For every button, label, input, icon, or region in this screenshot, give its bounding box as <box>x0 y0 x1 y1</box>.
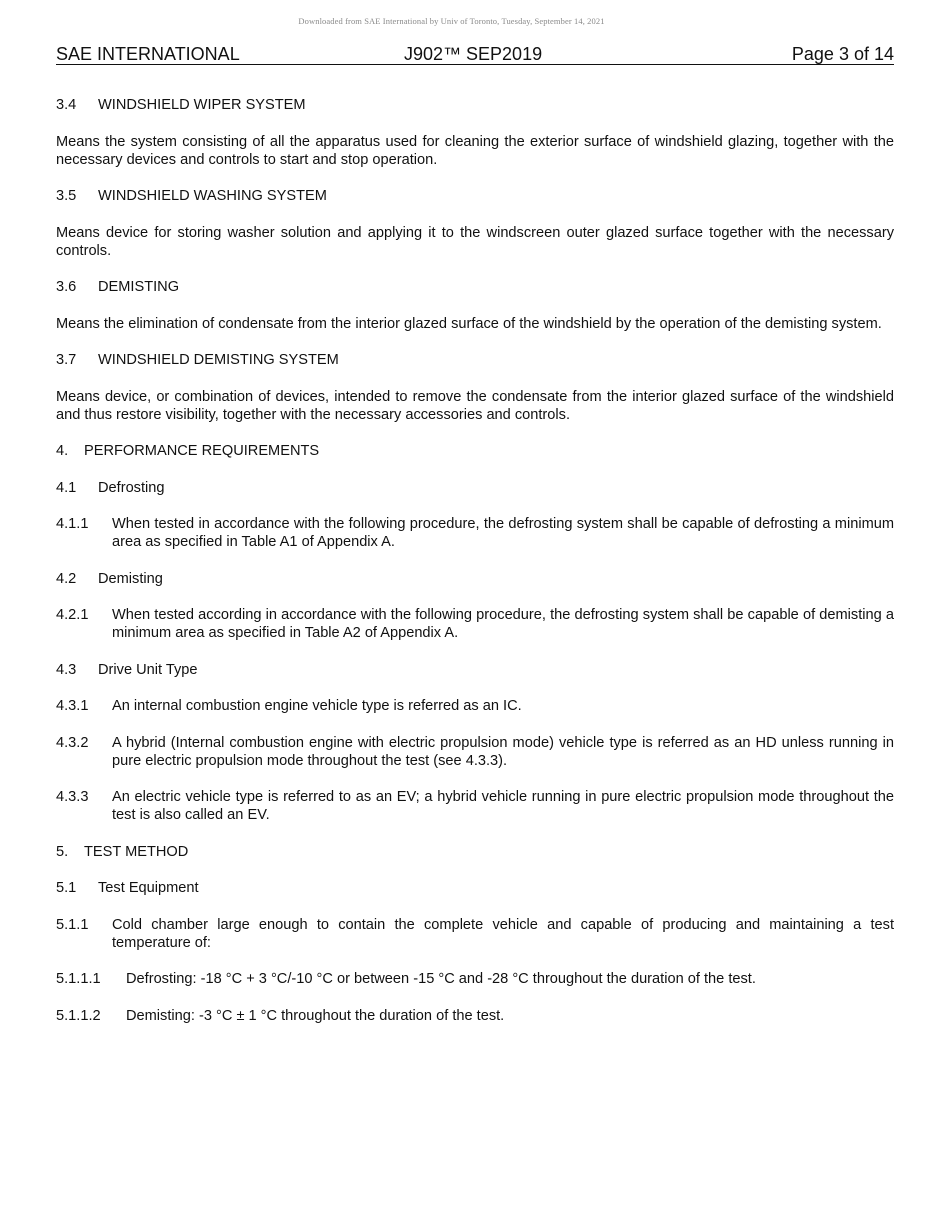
section-title: TEST METHOD <box>84 843 189 860</box>
section-heading <box>56 278 894 296</box>
section-title: DEMISTING <box>98 279 180 295</box>
download-watermark: Downloaded from SAE International by Univ of Toronto, Tuesday, September 14, 2021 <box>298 16 605 26</box>
section-title: Demisting <box>98 570 163 587</box>
clause-number: 4.3.3 <box>56 789 89 805</box>
clause-number: 4.3.1 <box>56 698 89 714</box>
clause-text: Cold chamber large enough to contain the complete vehicle and capable of producing and maintaining a test temperature of: <box>112 916 894 951</box>
section-title: WINDSHIELD DEMISTING SYSTEM <box>98 352 339 368</box>
section-number: 3.4 <box>56 97 77 113</box>
section-number: 3.7 <box>56 352 77 368</box>
numbered-clause <box>56 734 894 770</box>
clause-number: 4.1.1 <box>56 516 89 532</box>
section-number: 3.6 <box>56 279 77 295</box>
section-heading <box>56 843 894 861</box>
section-heading <box>56 442 894 460</box>
section-title: PERFORMANCE REQUIREMENTS <box>84 443 320 459</box>
clause-text: When tested in accordance with the following procedure, the defrosting system shall be capable of defrosting a minimum area as specified in Table A1 of Appendix A. <box>112 516 894 550</box>
subsection-heading <box>56 479 894 497</box>
section-number: 4.2 <box>56 570 77 587</box>
numbered-clause <box>56 697 894 715</box>
clause-text: When tested according in accordance with the following procedure, the defrosting system shall be capable of demisting a minimum area as specified in Table A2 of Appendix A. <box>112 607 894 641</box>
subsection-heading <box>56 661 894 679</box>
section-title: Test Equipment <box>98 880 199 896</box>
section-paragraph: Means device for storing washer solution and applying it to the windscreen outer glazed surface together with the necessary controls. <box>56 224 894 259</box>
section-title: Drive Unit Type <box>98 661 198 678</box>
section-number: 5.1 <box>56 880 77 896</box>
clause-number: 4.2.1 <box>56 607 89 623</box>
clause-text: Defrosting: -18 °C + 3 °C/-10 °C or between -15 °C and -28 °C throughout the duration of the test. <box>126 971 756 987</box>
section-paragraph: Means the system consisting of all the apparatus used for cleaning the exterior surface of windshield glazing, together with the necessary devices and controls to start and stop operation. <box>56 133 894 168</box>
numbered-clause <box>56 788 894 824</box>
numbered-clause <box>56 515 894 551</box>
clause-number: 5.1.1.1 <box>56 971 101 987</box>
header-organization: SAE INTERNATIONAL <box>56 44 240 64</box>
section-paragraph: Means the elimination of condensate from the interior glazed surface of the windshield by the operation of the demisting system. <box>56 315 882 332</box>
clause-number: 4.3.2 <box>56 734 89 751</box>
section-paragraph: Means device, or combination of devices, intended to remove the condensate from the interior glazed surface of the windshield and thus restore visibility, together with the necessary accessories and controls. <box>56 388 894 423</box>
numbered-clause <box>56 1007 894 1025</box>
document-body <box>56 96 894 1043</box>
section-heading <box>56 351 894 369</box>
clause-number: 5.1.1 <box>56 916 89 933</box>
header-page-number: Page 3 of 14 <box>791 44 894 64</box>
section-number: 3.5 <box>56 188 77 204</box>
section-title: WINDSHIELD WASHING SYSTEM <box>98 188 327 204</box>
section-heading <box>56 96 894 114</box>
clause-text: An electric vehicle type is referred to as an EV; a hybrid vehicle running in pure electric propulsion mode throughout the test is also called an EV. <box>112 789 894 823</box>
numbered-clause <box>56 916 894 952</box>
clause-text: An internal combustion engine vehicle type is referred as an IC. <box>112 698 522 714</box>
clause-text: Demisting: -3 °C ± 1 °C throughout the duration of the test. <box>126 1007 505 1024</box>
clause-text: A hybrid (Internal combustion engine with electric propulsion mode) vehicle type is referred as an HD unless running in pure electric propulsion mode throughout the test (see 4.3.3). <box>112 734 894 769</box>
clause-number: 5.1.1.2 <box>56 1007 101 1024</box>
section-heading <box>56 187 894 205</box>
page-header <box>56 44 894 65</box>
numbered-clause <box>56 606 894 642</box>
section-title: Defrosting <box>98 479 165 496</box>
subsection-heading <box>56 570 894 588</box>
section-number: 4.1 <box>56 479 77 496</box>
numbered-clause <box>56 970 894 988</box>
header-document-id: J902™ SEP2019 <box>404 44 543 64</box>
section-number: 5. <box>56 843 69 860</box>
section-number: 4.3 <box>56 661 77 678</box>
section-number: 4. <box>56 443 69 459</box>
subsection-heading <box>56 879 894 897</box>
section-title: WINDSHIELD WIPER SYSTEM <box>98 97 306 113</box>
